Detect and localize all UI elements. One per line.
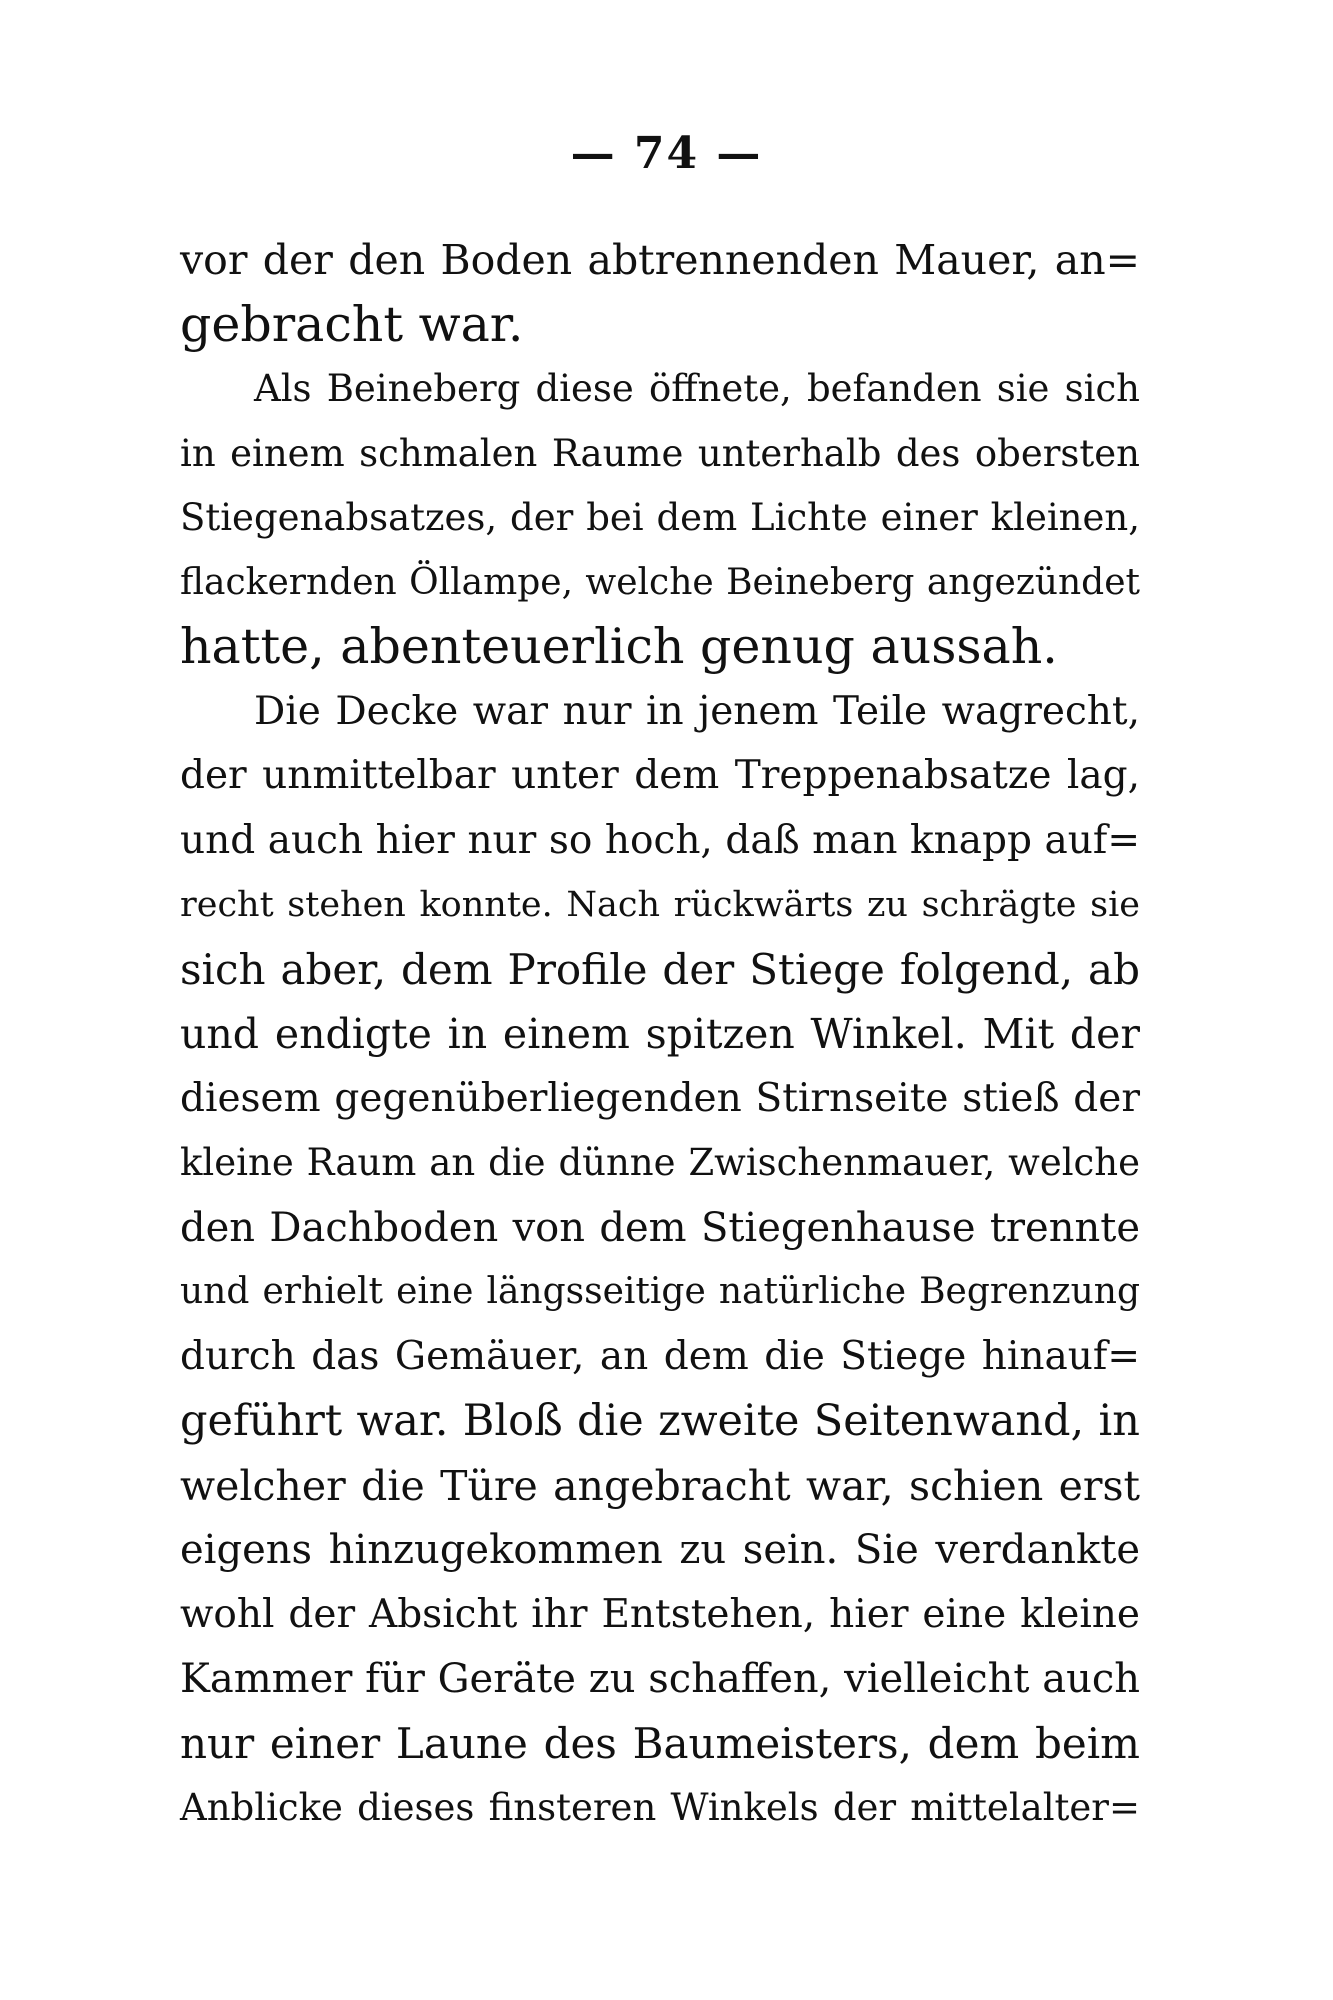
text-line: und erhielt eine längsseitige natürliche Begrenzung bbox=[180, 1271, 1140, 1312]
text-line: recht stehen konnte. Nach rückwärts zu schrägte sie bbox=[180, 885, 1140, 925]
text-line: und auch hier nur so hoch, daß man knapp auf= bbox=[180, 817, 1140, 863]
text-line: den Dachboden von dem Stiegenhause trennte bbox=[180, 1204, 1140, 1251]
page-number: — 74 — bbox=[570, 128, 763, 179]
text-line: durch das Gemäuer, an dem die Stiege hinauf= bbox=[180, 1333, 1140, 1379]
text-line: eigens hinzugekommen zu sein. Sie verdankte bbox=[180, 1527, 1140, 1573]
text-line: kleine Raum an die dünne Zwischenmauer, welche bbox=[180, 1141, 1140, 1184]
text-line: Anblicke dieses finsteren Winkels der mittelalter= bbox=[180, 1786, 1140, 1829]
text-line: der unmittelbar unter dem Treppenabsatze lag, bbox=[180, 753, 1140, 798]
text-line: Die Decke war nur in jenem Teile wagrecht, bbox=[254, 688, 1140, 734]
text-line: flackernden Öllampe, welche Beineberg angezündet bbox=[180, 561, 1140, 603]
text-line: vor der den Boden abtrennenden Mauer, an= bbox=[180, 236, 1140, 284]
text-line: in einem schmalen Raume unterhalb des obersten bbox=[180, 431, 1140, 475]
text-line: geführt war. Bloß die zweite Seitenwand, in bbox=[180, 1396, 1140, 1446]
text-line: Stiegenabsatzes, der bei dem Lichte einer kleinen, bbox=[180, 496, 1140, 539]
text-line: welcher die Türe angebracht war, schien erst bbox=[180, 1461, 1140, 1510]
text-line: Als Beineberg diese öffnete, befanden sie sich bbox=[254, 367, 1140, 410]
text-line: Kammer für Geräte zu schaffen, vielleicht auch bbox=[180, 1656, 1140, 1702]
text-line: und endigte in einem spitzen Winkel. Mit der bbox=[180, 1010, 1140, 1058]
body-text bbox=[180, 228, 1140, 1841]
text-line: nur einer Laune des Baumeisters, dem beim bbox=[180, 1718, 1140, 1768]
text-line: hatte, abenteuerlich genug aussah. bbox=[180, 618, 1058, 675]
text-line: sich aber, dem Profile der Stiege folgend, ab bbox=[180, 944, 1140, 994]
text-line: gebracht war. bbox=[180, 295, 524, 353]
text-line: diesem gegenüberliegenden Stirnseite stieß der bbox=[180, 1075, 1140, 1121]
text-line: wohl der Absicht ihr Entstehen, hier eine kleine bbox=[180, 1591, 1140, 1637]
